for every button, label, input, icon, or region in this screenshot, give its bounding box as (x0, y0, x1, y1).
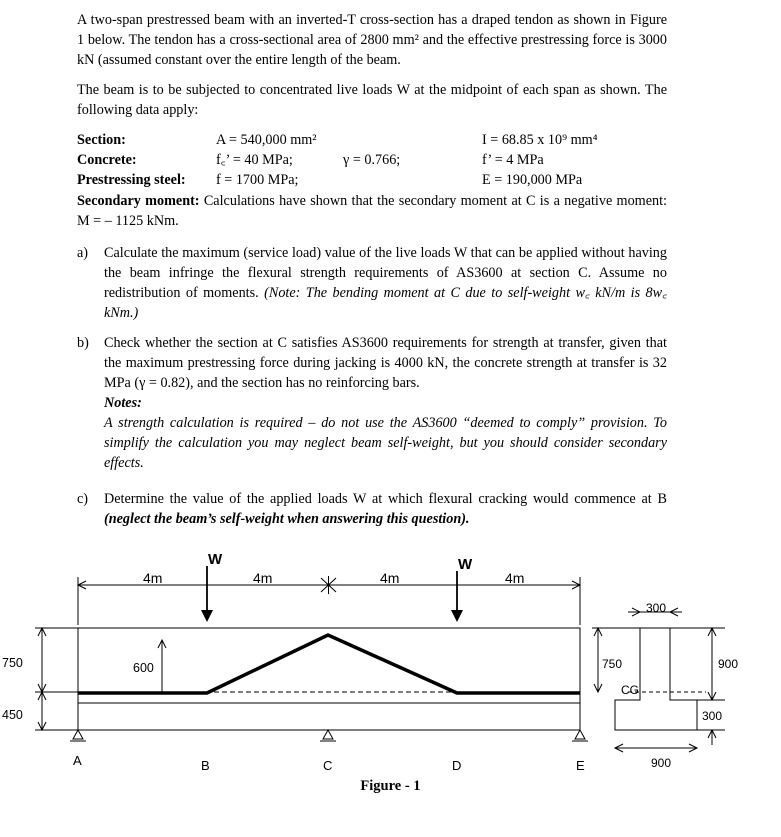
load-w-label-2: W (458, 556, 473, 573)
support-label-d: D (452, 758, 462, 773)
question-a-note: (Note: The bending moment at C due to self-weight w꜀ kN/m is 8w꜀ kNm.) (104, 285, 667, 321)
concrete-gamma: γ = 0.766; (343, 152, 401, 168)
dim-900-right-label: 900 (718, 657, 739, 671)
load-arrowhead-1 (201, 610, 213, 622)
cg-label: CG (621, 683, 639, 697)
secondary-label: Secondary moment: (77, 193, 200, 209)
section-label: Section: (77, 132, 126, 148)
steel-ep: E = 190,000 MPa (482, 172, 583, 188)
concrete-fc: f꜀’ = 40 MPa; (216, 152, 293, 168)
secondary-text: Calculations have shown that the secondary moment at C is a negative moment: M = – 1125 kNm. (77, 193, 667, 229)
support-label-a: A (73, 753, 82, 768)
section-area: A = 540,000 mm² (216, 132, 317, 148)
support-label-e: E (576, 758, 585, 773)
support-e (572, 730, 588, 741)
span-label-1: 4m (143, 570, 163, 586)
question-b-notes: A strength calculation is required – do not use the AS3600 “deemed to comply” provision. To simplify the calculation you may neglect beam self-weight, but you should consider secondary effects. (104, 415, 667, 471)
question-a-label: a) (77, 245, 89, 261)
figure-caption: Figure - 1 (360, 778, 421, 794)
cross-section-outline (615, 628, 697, 730)
concrete-ft: f’ = 4 MPa (482, 152, 544, 168)
span-label-3: 4m (380, 570, 400, 586)
question-b-notes-title: Notes: (104, 395, 142, 411)
question-c-note: (neglect the beam’s self-weight when answering this question). (104, 511, 470, 527)
load-arrowhead-2 (451, 610, 463, 622)
question-b-label: b) (77, 335, 89, 351)
question-c-text: Determine the value of the applied loads W at which flexural cracking would commence at B (104, 491, 667, 507)
load-w-label-1: W (208, 551, 223, 568)
steel-label: Prestressing steel: (77, 172, 186, 188)
dim-900-bottom-label: 900 (651, 756, 672, 770)
support-label-c: C (323, 758, 333, 773)
question-b-text: Check whether the section at C satisfies AS3600 requirements for strength at transfer, given that the maximum prestressing force during jacking is 4000 kN, the concrete strength at transfer is 32 MPa (γ = 0.82), and the section has no reinforcing bars. (104, 335, 667, 391)
dim-600-label: 600 (133, 661, 154, 675)
dim-450-label: 450 (2, 708, 23, 722)
concrete-label: Concrete: (77, 152, 137, 168)
intro-paragraph-1: A two-span prestressed beam with an inverted-T cross-section has a draped tendon as shown in Figure 1 below. The tendon has a cross-sectional area of 2800 mm² and the effective prestressing force is 3000 kN (assumed constant over the entire length of the beam. (77, 12, 667, 68)
steel-fpy: f = 1700 MPa; (216, 172, 299, 188)
span-label-4: 4m (505, 570, 525, 586)
support-c (320, 730, 336, 741)
support-a (70, 730, 86, 741)
beam-elevation (78, 628, 580, 730)
section-inertia: I = 68.85 x 10⁹ mm⁴ (482, 132, 598, 148)
question-a-text: Calculate the maximum (service load) value of the live loads W that can be applied without having the beam infringe the flexural strength requirements of AS3600 at section C. Assume no redistribution of moments. (104, 245, 667, 301)
dim-750-left-label: 750 (2, 656, 23, 670)
dim-750-cs-label: 750 (602, 657, 623, 671)
intro-paragraph-2: The beam is to be subjected to concentrated live loads W at the midpoint of each span as shown. The following data apply: (77, 82, 667, 118)
dim-300-top-label: 300 (646, 601, 667, 615)
question-c-label: c) (77, 491, 89, 507)
support-label-b: B (201, 758, 210, 773)
span-label-2: 4m (253, 570, 273, 586)
dim-300-stem-label: 300 (702, 709, 723, 723)
